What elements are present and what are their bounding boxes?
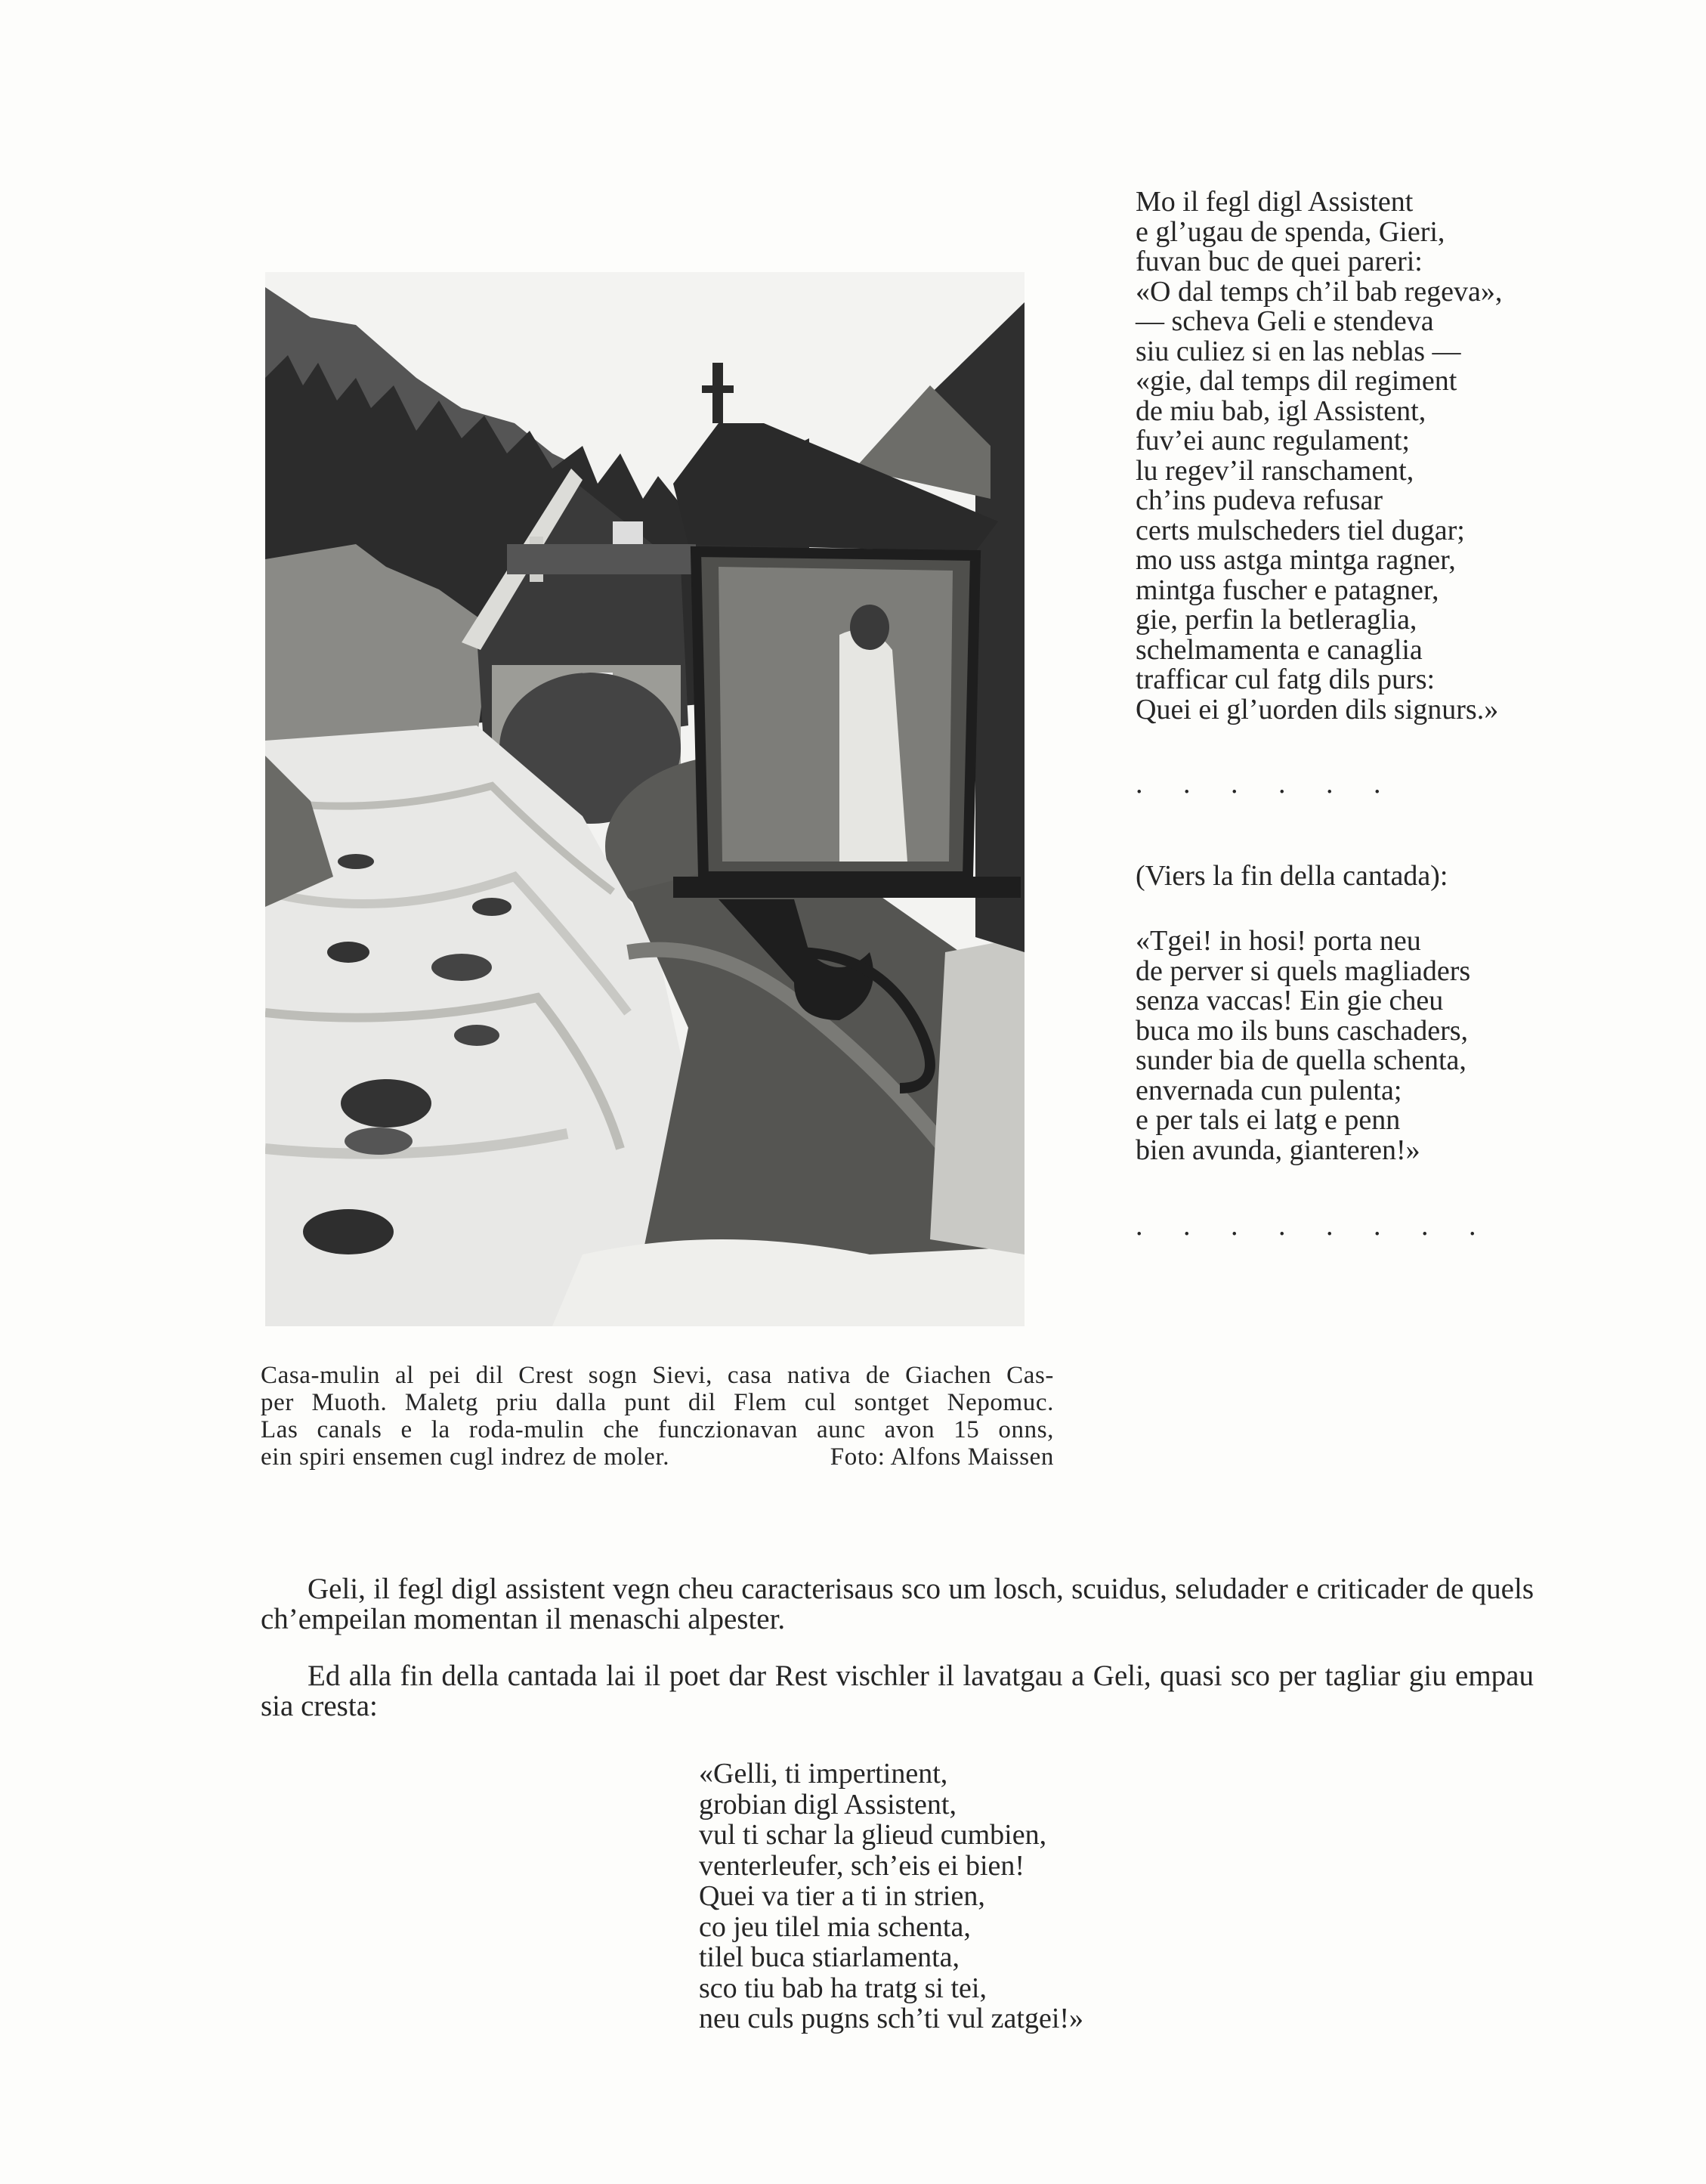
section-note: (Viers la fin della cantada):: [1136, 860, 1448, 892]
verse-line: envernada cun pulenta;: [1136, 1074, 1402, 1106]
verse-top: [1136, 187, 1502, 725]
verse-line: Mo il fegl digl Assistent: [1136, 186, 1414, 218]
ellipsis-dots: . . . . . .: [1136, 768, 1398, 800]
verse-line: fuv’ei aunc regulament;: [1136, 425, 1410, 456]
verse-line: «Tgei! in hosi! porta neu: [1136, 925, 1421, 957]
verse-line: vul ti schar la glieud cumbien,: [699, 1819, 1047, 1851]
verse-line: «gie, dal temps dil regiment: [1136, 365, 1457, 397]
verse-line: neu culs pugns sch’ti vul zatgei!»: [699, 2003, 1084, 2034]
photo-caption: [261, 1362, 1054, 1471]
verse-bottom: [699, 1759, 1083, 2034]
verse-line: mintga fuscher e patagner,: [1136, 574, 1439, 606]
verse-line: senza vaccas! Ein gie cheu: [1136, 985, 1444, 1016]
verse-line: gie, perfin la betleraglia,: [1136, 604, 1417, 636]
paragraph: Ed alla fin della cantada lai il poet dar Rest vischler il lavatgau a Geli, quasi sco per tagliar giu empau sia cresta:: [261, 1660, 1534, 1722]
verse-line: fuvan buc de quei pareri:: [1136, 246, 1423, 277]
verse-line: tilel buca stiarlamenta,: [699, 1941, 960, 1973]
ellipsis-dots: . . . . . . . .: [1136, 1210, 1493, 1242]
verse-line: mo uss astga mintga ragner,: [1136, 544, 1456, 576]
verse-middle: [1136, 926, 1470, 1165]
caption-last-line: [261, 1443, 1054, 1471]
verse-line: siu culiez si en las neblas —: [1136, 335, 1461, 367]
caption-line: Casa-mulin al pei dil Crest sogn Sievi, casa nativa de Giachen Cas-: [261, 1362, 1054, 1389]
verse-line: «Gelli, ti impertinent,: [699, 1758, 948, 1790]
verse-line: e gl’ugau de spenda, Gieri,: [1136, 215, 1445, 248]
verse-line: buca mo ils buns caschaders,: [1136, 1014, 1469, 1047]
verse-line: bien avunda, gianteren!»: [1136, 1134, 1420, 1166]
verse-line: — scheva Geli e stendeva: [1136, 305, 1434, 337]
caption-line: Las canals e la roda-mulin che funczionavan aunc avon 15 onns,: [261, 1416, 1054, 1443]
photo-credit: Foto: Alfons Maissen: [830, 1443, 1054, 1471]
verse-line: Quei va tier a ti in strien,: [699, 1880, 985, 1912]
verse-line: «O dal temps ch’il bab regeva»,: [1136, 275, 1503, 308]
verse-line: co jeu tilel mia schenta,: [699, 1910, 971, 1943]
caption-line: ein spiri ensemen cugl indrez de moler.: [261, 1443, 670, 1471]
verse-line: sco tiu bab ha tratg si tei,: [699, 1972, 987, 2004]
photo-illustration: [265, 272, 1025, 1326]
verse-line: ch’ins pudeva refusar: [1136, 484, 1383, 516]
verse-line: grobian digl Assistent,: [699, 1788, 957, 1821]
caption-line: per Muoth. Maletg priu dalla punt dil Flem cul sontget Nepomuc.: [261, 1389, 1054, 1416]
verse-line: de perver si quels magliaders: [1136, 954, 1471, 987]
verse-line: trafficar cul fatg dils purs:: [1136, 664, 1436, 695]
verse-line: lu regev’il ranschament,: [1136, 454, 1414, 487]
verse-line: schelmamenta e canaglia: [1136, 633, 1423, 666]
verse-line: e per tals ei latg e penn: [1136, 1104, 1401, 1136]
verse-line: venterleufer, sch’eis ei bien!: [699, 1849, 1025, 1882]
verse-line: Quei ei gl’uorden dils signurs.»: [1136, 693, 1499, 725]
verse-line: de miu bab, igl Assistent,: [1136, 394, 1426, 427]
paragraph: Geli, il fegl digl assistent vegn cheu caracterisaus sco um losch, scuidus, seludader e criticader de quels ch’empeilan momentan il menaschi alpester.: [261, 1573, 1534, 1635]
photo-mill-house: [265, 272, 1025, 1326]
verse-line: sunder bia de quella schenta,: [1136, 1044, 1466, 1076]
verse-line: certs mulscheders tiel dugar;: [1136, 514, 1465, 546]
